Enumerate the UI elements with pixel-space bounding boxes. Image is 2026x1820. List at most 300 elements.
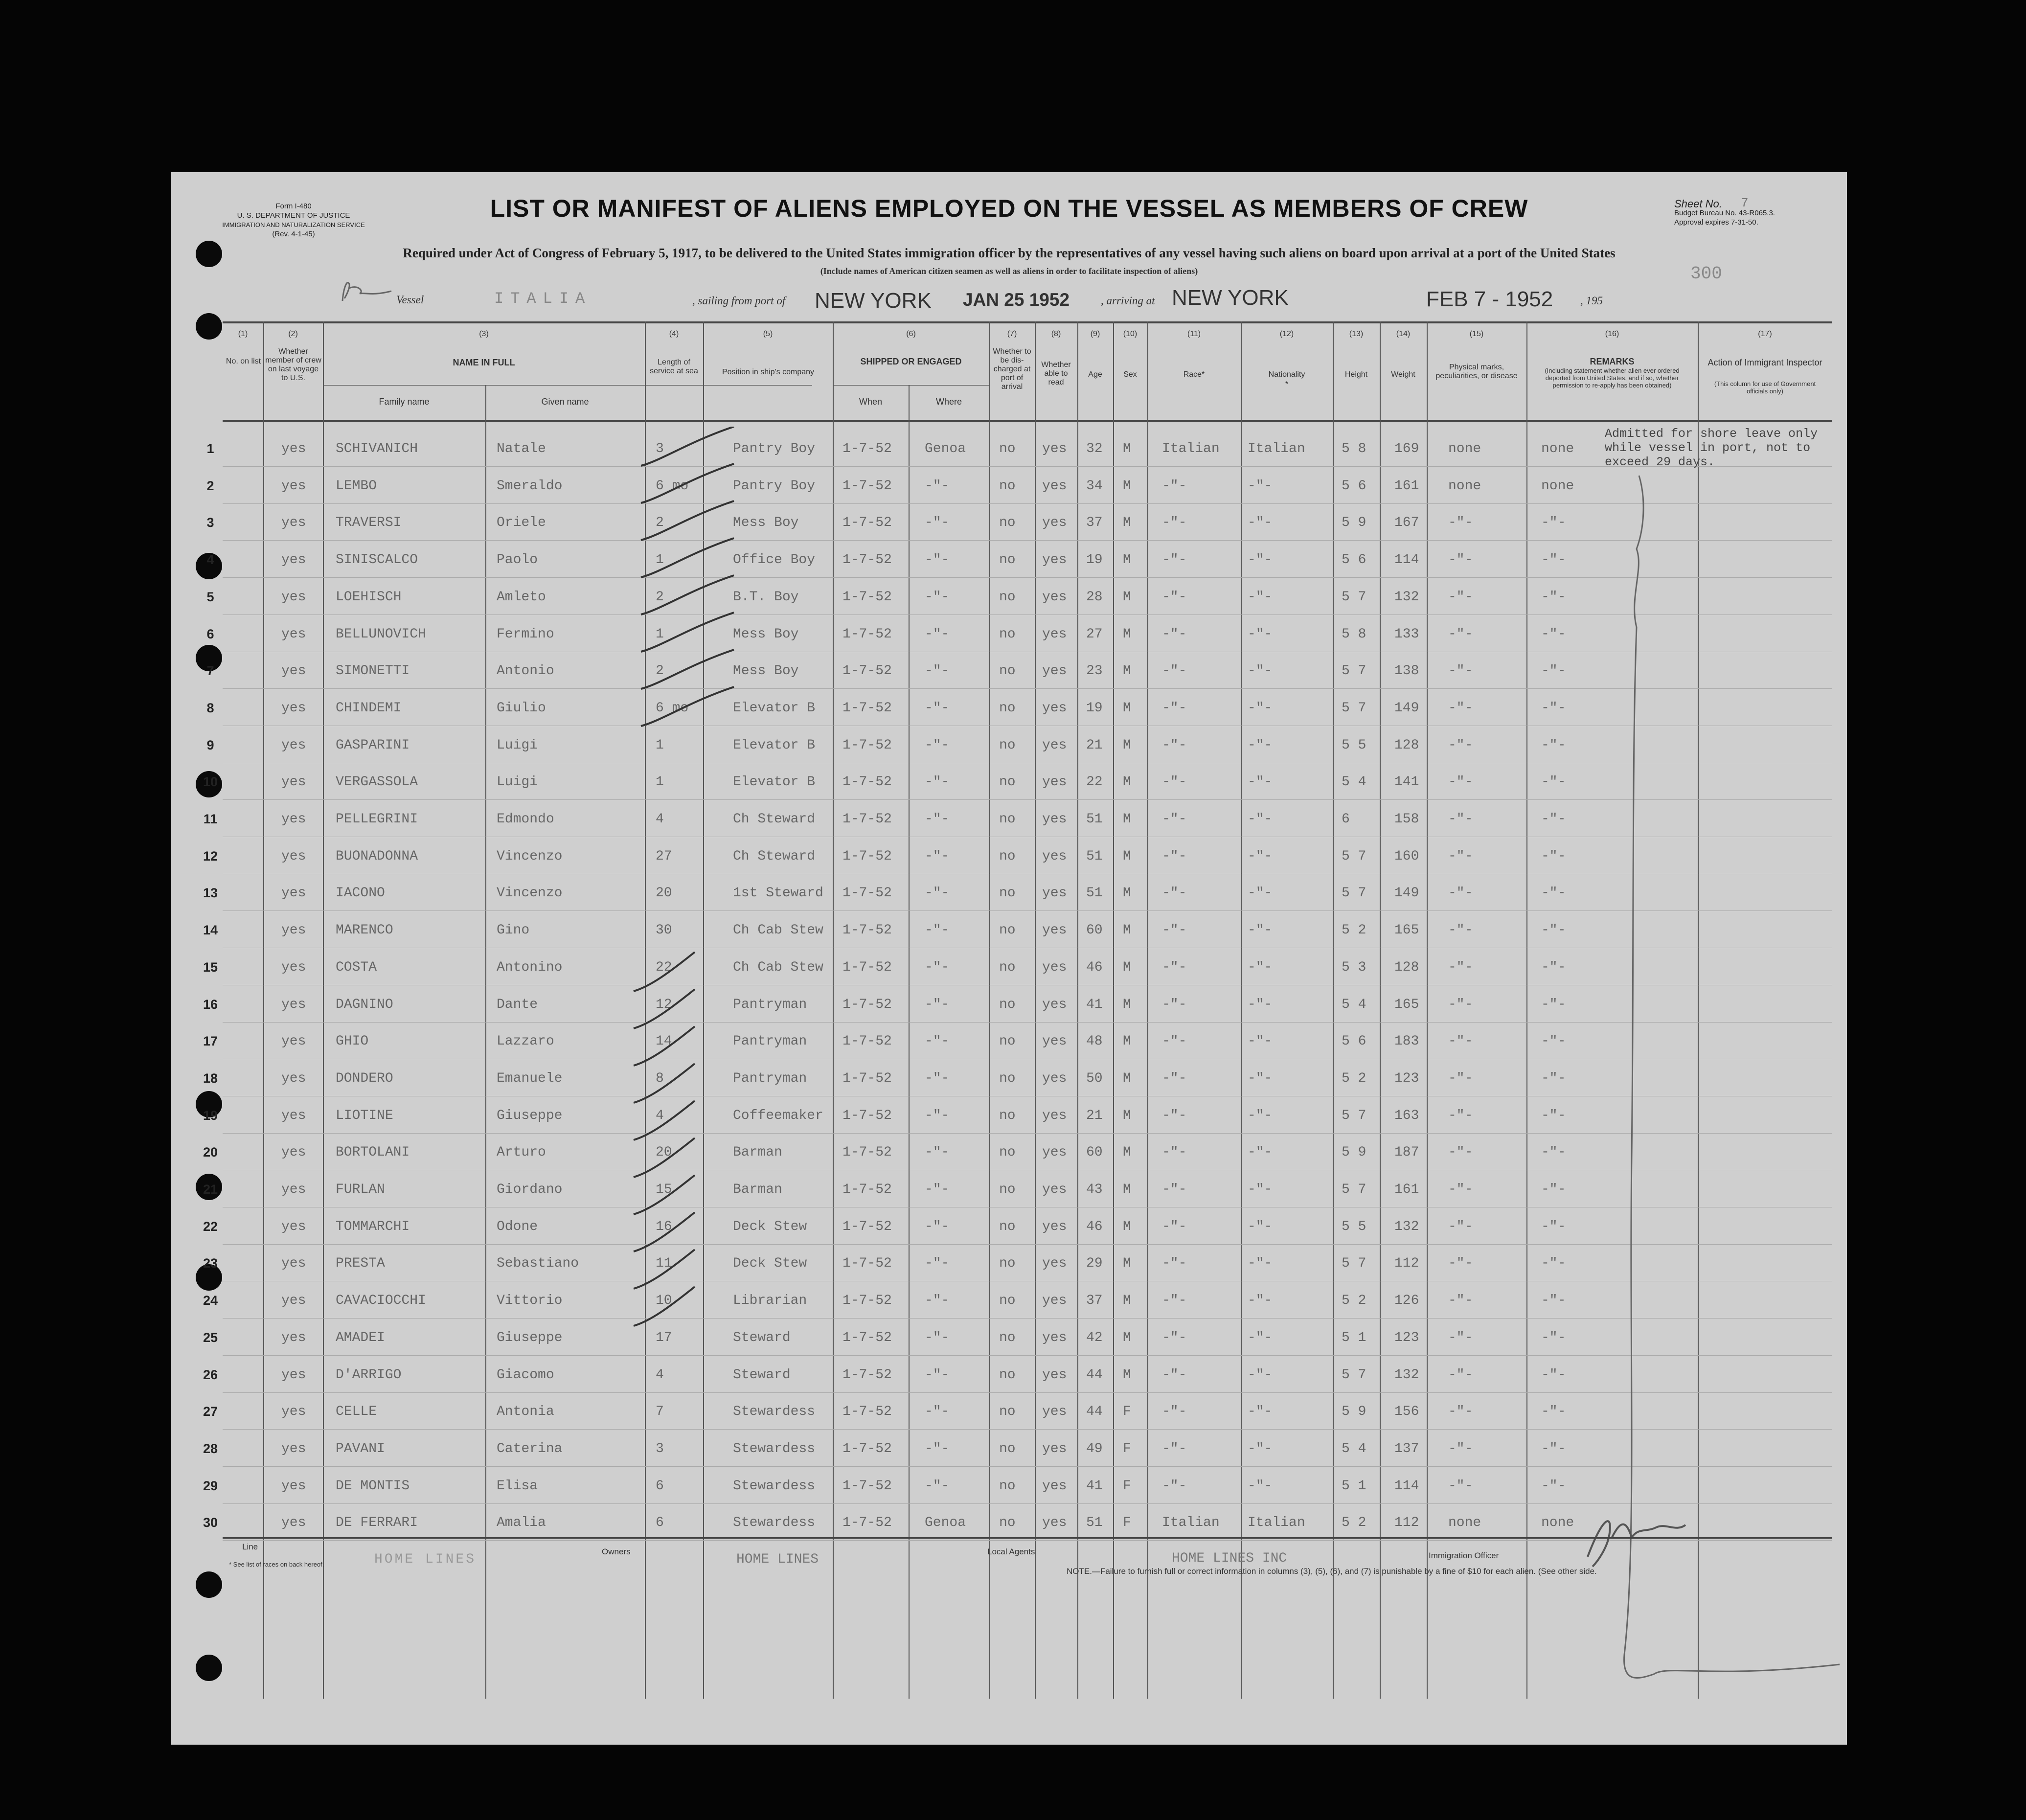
cell-sex: M [1123, 1256, 1131, 1272]
punch-hole [196, 1571, 222, 1598]
cell-family: SCHIVANICH [336, 441, 418, 456]
hdr-family-name: Family name [379, 397, 430, 407]
cell-read: yes [1042, 1441, 1067, 1456]
inspector-signature [1583, 1508, 1690, 1571]
cell-position: Deck Stew [733, 1256, 807, 1272]
row-number: 1 [206, 441, 214, 456]
cell-sex: M [1123, 1070, 1131, 1086]
cell-sex: M [1123, 1330, 1131, 1345]
cell-age: 46 [1086, 1219, 1103, 1234]
cell-nat: -"- [1248, 1108, 1273, 1123]
row-number: 6 [206, 626, 214, 641]
check-stroke [634, 1064, 695, 1103]
cell-disch: no [999, 552, 1016, 568]
cell-age: 48 [1086, 1034, 1103, 1049]
cell-crew: yes [281, 1182, 306, 1197]
row-number: 9 [206, 737, 214, 752]
cell-nat: -"- [1248, 959, 1273, 975]
cell-weight: 132 [1394, 589, 1419, 605]
cell-given: Antonio [497, 663, 554, 679]
cell-remarks: -"- [1541, 552, 1566, 568]
cell-crew: yes [281, 626, 306, 642]
cell-disch: no [999, 1330, 1016, 1345]
table-row [171, 986, 1847, 1024]
cell-where: -"- [925, 1441, 950, 1456]
row-rule [223, 1503, 1832, 1504]
cell-position: Stewardess [733, 1441, 816, 1456]
row-number: 13 [203, 886, 218, 901]
cell-remarks: -"- [1541, 1330, 1566, 1345]
cell-nat: -"- [1248, 663, 1273, 679]
hdr-action-inspector: Action of Immigrant Inspector [1707, 358, 1822, 367]
cell-when: 1-7-52 [842, 441, 892, 456]
check-stroke [634, 1212, 695, 1251]
cell-remarks: -"- [1541, 812, 1566, 827]
cell-sex: F [1123, 1441, 1131, 1456]
cell-where: -"- [925, 997, 950, 1012]
cell-when: 1-7-52 [842, 1182, 892, 1197]
cell-height: 5 8 [1342, 626, 1366, 642]
cell-service: 2 [656, 663, 664, 679]
cell-read: yes [1042, 1145, 1067, 1160]
cell-remarks: -"- [1541, 1070, 1566, 1086]
cell-service: 4 [656, 812, 664, 827]
cell-crew: yes [281, 1145, 306, 1160]
table-row [171, 838, 1847, 876]
cell-family: PRESTA [336, 1256, 385, 1272]
cell-read: yes [1042, 589, 1067, 605]
cell-when: 1-7-52 [842, 959, 892, 975]
row-rule [223, 577, 1832, 578]
hdr-nationality-note: * [1285, 380, 1289, 388]
cell-sex: M [1123, 626, 1131, 642]
cell-remarks: -"- [1541, 1293, 1566, 1309]
hdr-position: Position in ship's company [722, 368, 815, 376]
cell-remarks: -"- [1541, 1145, 1566, 1160]
cell-when: 1-7-52 [842, 552, 892, 568]
cell-race: -"- [1162, 1478, 1187, 1494]
cell-given: Oriele [497, 515, 546, 531]
cell-remarks: none [1541, 441, 1574, 456]
cell-height: 5 7 [1342, 886, 1366, 901]
row-rule [223, 614, 1832, 615]
cell-marks: -"- [1448, 589, 1473, 605]
cell-weight: 128 [1394, 959, 1419, 975]
cell-where: -"- [925, 589, 950, 605]
table-row [171, 1134, 1847, 1172]
cell-where: -"- [925, 1293, 950, 1309]
sailing-label: , sailing from port of [692, 295, 786, 307]
hdr-action-note: (This column for use of Government officials only) [1714, 380, 1816, 395]
cell-marks: -"- [1448, 663, 1473, 679]
cell-family: PELLEGRINI [336, 812, 418, 827]
cell-position: Barman [733, 1145, 782, 1160]
cell-race: -"- [1162, 737, 1187, 753]
col-num: (8) [1051, 330, 1061, 338]
cell-crew: yes [281, 478, 306, 494]
cell-remarks: -"- [1541, 1478, 1566, 1494]
cell-read: yes [1042, 1034, 1067, 1049]
cell-age: 32 [1086, 441, 1103, 456]
service: IMMIGRATION AND NATURALIZATION SERVICE [222, 221, 365, 228]
cell-nat: -"- [1248, 1330, 1273, 1345]
cell-remarks: -"- [1541, 515, 1566, 531]
cell-read: yes [1042, 886, 1067, 901]
hdr-weight: Weight [1391, 370, 1415, 379]
cell-given: Dante [497, 997, 538, 1012]
cell-given: Lazzaro [497, 1034, 554, 1049]
punch-hole [196, 313, 222, 340]
cell-disch: no [999, 923, 1016, 938]
cell-height: 6 [1342, 812, 1350, 827]
arrival-date-stamp: FEB 7 - 1952 [1426, 287, 1553, 311]
cell-nat: -"- [1248, 515, 1273, 531]
remarks-line: exceed 29 days. [1605, 455, 1715, 469]
cell-weight: 112 [1394, 1515, 1419, 1531]
cell-when: 1-7-52 [842, 663, 892, 679]
col-num: (16) [1605, 330, 1619, 338]
cell-disch: no [999, 997, 1016, 1012]
cell-where: -"- [925, 626, 950, 642]
shipped-subheader-rule [833, 385, 989, 386]
cell-marks: none [1448, 478, 1481, 494]
row-number: 10 [203, 774, 218, 790]
cell-given: Fermino [497, 626, 554, 642]
cell-crew: yes [281, 700, 306, 716]
col-num: (4) [669, 330, 679, 338]
hdr-name-in-full: NAME IN FULL [453, 358, 515, 367]
cell-family: LIOTINE [336, 1108, 393, 1123]
cell-race: -"- [1162, 1404, 1187, 1420]
cell-disch: no [999, 1367, 1016, 1383]
cell-given: Emanuele [497, 1070, 563, 1086]
cell-when: 1-7-52 [842, 848, 892, 864]
cell-position: Deck Stew [733, 1219, 807, 1234]
cell-weight: 132 [1394, 1219, 1419, 1234]
cell-read: yes [1042, 774, 1067, 790]
cell-given: Elisa [497, 1478, 538, 1494]
cell-family: GHIO [336, 1034, 369, 1049]
cell-crew: yes [281, 1293, 306, 1309]
cell-sex: M [1123, 886, 1131, 901]
row-rule [223, 799, 1832, 800]
cell-service: 30 [656, 923, 672, 938]
table-row [171, 1060, 1847, 1098]
check-stroke [641, 464, 734, 503]
hdr-where: Where [935, 397, 962, 407]
cell-disch: no [999, 515, 1016, 531]
line-label: Line [242, 1542, 258, 1551]
cell-when: 1-7-52 [842, 1145, 892, 1160]
cell-disch: no [999, 1515, 1016, 1531]
cell-read: yes [1042, 663, 1067, 679]
cell-weight: 187 [1394, 1145, 1419, 1160]
col-num: (15) [1469, 330, 1484, 338]
cell-where: -"- [925, 959, 950, 975]
cell-read: yes [1042, 1293, 1067, 1309]
cell-race: -"- [1162, 1441, 1187, 1456]
hdr-length-of-service: Length of service at sea [650, 358, 698, 375]
cell-where: -"- [925, 1070, 950, 1086]
cell-position: Pantry Boy [733, 478, 816, 494]
cell-read: yes [1042, 1070, 1067, 1086]
row-number: 20 [203, 1145, 218, 1160]
row-number: 12 [203, 848, 218, 864]
row-number: 2 [206, 478, 214, 493]
cell-age: 19 [1086, 552, 1103, 568]
table-row [171, 1320, 1847, 1357]
cell-race: -"- [1162, 1108, 1187, 1123]
cell-disch: no [999, 737, 1016, 753]
cell-crew: yes [281, 552, 306, 568]
cell-height: 5 7 [1342, 700, 1366, 716]
cell-race: -"- [1162, 552, 1187, 568]
cell-family: AMADEI [336, 1330, 385, 1345]
cell-weight: 138 [1394, 663, 1419, 679]
cell-disch: no [999, 959, 1016, 975]
cell-family: FURLAN [336, 1182, 385, 1197]
row-rule [223, 540, 1832, 541]
row-number: 30 [203, 1515, 218, 1530]
hdr-height: Height [1344, 370, 1368, 379]
check-stroke [641, 427, 734, 466]
handwritten-initial [338, 279, 396, 308]
cell-sex: M [1123, 848, 1131, 864]
cell-marks: -"- [1448, 626, 1473, 642]
cell-remarks: -"- [1541, 626, 1566, 642]
cell-weight: 156 [1394, 1404, 1419, 1420]
cell-sex: M [1123, 812, 1131, 827]
cell-nat: -"- [1248, 1219, 1273, 1234]
cell-read: yes [1042, 1182, 1067, 1197]
cell-disch: no [999, 1219, 1016, 1234]
cell-crew: yes [281, 997, 306, 1012]
check-stroke [634, 1101, 695, 1140]
cell-given: Vittorio [497, 1293, 563, 1309]
cell-marks: -"- [1448, 1367, 1473, 1383]
cell-position: Steward [733, 1367, 791, 1383]
cell-race: -"- [1162, 626, 1187, 642]
budget-bureau: Budget Bureau No. 43-R065.3. [1674, 209, 1775, 217]
col-num: (2) [288, 330, 298, 338]
cell-nat: -"- [1248, 478, 1273, 494]
cell-family: CAVACIOCCHI [336, 1293, 426, 1309]
cell-position: Pantryman [733, 997, 807, 1012]
row-rule [223, 910, 1832, 911]
cell-marks: -"- [1448, 515, 1473, 531]
cell-remarks: -"- [1541, 663, 1566, 679]
cell-height: 5 9 [1342, 1145, 1366, 1160]
cell-service: 6 mo [656, 700, 689, 716]
col-num: (13) [1349, 330, 1364, 338]
required-statement: Required under Act of Congress of February 5, 1917, to be delivered to the United States immigration officer by the representatives of any vessel having such aliens on board upon arrival at a port of the United States [403, 246, 1616, 260]
row-rule [223, 1318, 1832, 1319]
cell-nat: -"- [1248, 1256, 1273, 1272]
col-num: (14) [1396, 330, 1411, 338]
cell-age: 46 [1086, 959, 1103, 975]
cell-weight: 183 [1394, 1034, 1419, 1049]
cell-read: yes [1042, 1219, 1067, 1234]
cell-position: Mess Boy [733, 515, 799, 531]
cell-age: 34 [1086, 478, 1103, 494]
cell-nat: -"- [1248, 552, 1273, 568]
cell-service: 3 [656, 1441, 664, 1456]
hdr-sex: Sex [1123, 370, 1137, 379]
cell-disch: no [999, 812, 1016, 827]
cell-race: -"- [1162, 848, 1187, 864]
cell-sex: M [1123, 774, 1131, 790]
cell-where: -"- [925, 478, 950, 494]
row-number: 26 [203, 1367, 218, 1382]
cell-sex: M [1123, 1034, 1131, 1049]
table-row [171, 542, 1847, 579]
cell-sex: M [1123, 923, 1131, 938]
cell-sex: M [1123, 1293, 1131, 1309]
cell-given: Amalia [497, 1515, 546, 1531]
footer-note: NOTE.—Failure to furnish full or correct information in columns (3), (5), (6), and (7) is punishable by a fine of $10 for each alien. (See other side. [1067, 1567, 1597, 1576]
cell-position: Stewardess [733, 1478, 816, 1494]
cell-remarks: -"- [1541, 1108, 1566, 1123]
departure-port: NEW YORK [815, 289, 932, 313]
cell-read: yes [1042, 812, 1067, 827]
cell-nat: -"- [1248, 1441, 1273, 1456]
cell-sex: M [1123, 552, 1131, 568]
cell-remarks: -"- [1541, 886, 1566, 901]
cell-where: Genoa [925, 1515, 966, 1531]
cell-height: 5 7 [1342, 1108, 1366, 1123]
cell-read: yes [1042, 1515, 1067, 1531]
cell-read: yes [1042, 1108, 1067, 1123]
cell-family: BUONADONNA [336, 848, 418, 864]
cell-race: Italian [1162, 1515, 1220, 1531]
manifest-sheet [171, 172, 1847, 1745]
cell-service: 14 [656, 1034, 672, 1049]
table-row [171, 579, 1847, 616]
cell-disch: no [999, 1145, 1016, 1160]
cell-service: 10 [656, 1293, 672, 1309]
hdr-nationality: Nationality [1268, 370, 1305, 379]
cell-position: 1st Steward [733, 886, 823, 901]
remarks-line: Admitted for shore leave only [1605, 427, 1818, 441]
cell-marks: none [1448, 1515, 1481, 1531]
cell-sex: F [1123, 1478, 1131, 1494]
cell-read: yes [1042, 1256, 1067, 1272]
cell-crew: yes [281, 812, 306, 827]
cell-service: 6 [656, 1478, 664, 1494]
row-rule [223, 466, 1832, 467]
row-rule [223, 1429, 1832, 1430]
cell-sex: M [1123, 1108, 1131, 1123]
cell-disch: no [999, 589, 1016, 605]
cell-where: -"- [925, 663, 950, 679]
cell-weight: 112 [1394, 1256, 1419, 1272]
cell-where: -"- [925, 1182, 950, 1197]
cell-when: 1-7-52 [842, 589, 892, 605]
cell-given: Antonia [497, 1404, 554, 1420]
cell-sex: F [1123, 1515, 1131, 1531]
cell-service: 17 [656, 1330, 672, 1345]
cell-sex: M [1123, 1182, 1131, 1197]
row-rule [223, 688, 1832, 689]
cell-family: IACONO [336, 886, 385, 901]
cell-remarks: -"- [1541, 997, 1566, 1012]
cell-race: -"- [1162, 774, 1187, 790]
cell-disch: no [999, 848, 1016, 864]
cell-where: -"- [925, 1478, 950, 1494]
cell-age: 22 [1086, 774, 1103, 790]
cell-disch: no [999, 1293, 1016, 1309]
cell-nat: -"- [1248, 886, 1273, 901]
cell-disch: no [999, 1034, 1016, 1049]
cell-race: -"- [1162, 1034, 1187, 1049]
cell-race: -"- [1162, 1256, 1187, 1272]
cell-service: 11 [656, 1256, 672, 1272]
departure-date: JAN 25 1952 [963, 290, 1070, 310]
cell-family: BORTOLANI [336, 1145, 410, 1160]
cell-where: -"- [925, 1219, 950, 1234]
cell-given: Amleto [497, 589, 546, 605]
cell-height: 5 6 [1342, 552, 1366, 568]
cell-age: 19 [1086, 700, 1103, 716]
cell-nat: -"- [1248, 737, 1273, 753]
table-row [171, 653, 1847, 690]
cell-read: yes [1042, 626, 1067, 642]
cell-marks: -"- [1448, 848, 1473, 864]
footer-rule [223, 1537, 1832, 1539]
cell-height: 5 2 [1342, 1070, 1366, 1086]
cell-read: yes [1042, 515, 1067, 531]
hdr-physical-marks: Physical marks, peculiarities, or disease [1435, 363, 1518, 380]
cell-family: DAGNINO [336, 997, 393, 1012]
cell-weight: 132 [1394, 1367, 1419, 1383]
remarks-line: while vessel in port, not to [1605, 441, 1811, 455]
cell-crew: yes [281, 1441, 306, 1456]
check-stroke [634, 989, 695, 1028]
cell-race: -"- [1162, 478, 1187, 494]
cell-age: 28 [1086, 589, 1103, 605]
table-row [171, 1431, 1847, 1468]
cell-weight: 169 [1394, 441, 1419, 456]
cell-nat: -"- [1248, 1145, 1273, 1160]
cell-position: Steward [733, 1330, 791, 1345]
line-value: HOME LINES [374, 1552, 477, 1567]
cell-height: 5 5 [1342, 1219, 1366, 1234]
cell-weight: 160 [1394, 848, 1419, 864]
cell-race: -"- [1162, 1145, 1187, 1160]
cell-given: Giuseppe [497, 1108, 563, 1123]
cell-sex: M [1123, 1367, 1131, 1383]
cell-age: 21 [1086, 1108, 1103, 1123]
cell-weight: 123 [1394, 1070, 1419, 1086]
cell-nat: -"- [1248, 1034, 1273, 1049]
sheet-number: 7 [1741, 196, 1749, 210]
cell-age: 27 [1086, 626, 1103, 642]
cell-disch: no [999, 886, 1016, 901]
cell-when: 1-7-52 [842, 1256, 892, 1272]
cell-where: -"- [925, 515, 950, 531]
owners-label: Owners [602, 1547, 631, 1556]
cell-height: 5 8 [1342, 441, 1366, 456]
table-row [171, 949, 1847, 987]
cell-crew: yes [281, 515, 306, 531]
cell-marks: -"- [1448, 812, 1473, 827]
cell-family: LOEHISCH [336, 589, 402, 605]
cell-height: 5 2 [1342, 1293, 1366, 1309]
cell-family: DE FERRARI [336, 1515, 418, 1531]
cell-when: 1-7-52 [842, 626, 892, 642]
cell-crew: yes [281, 1367, 306, 1383]
row-number: 18 [203, 1070, 218, 1086]
